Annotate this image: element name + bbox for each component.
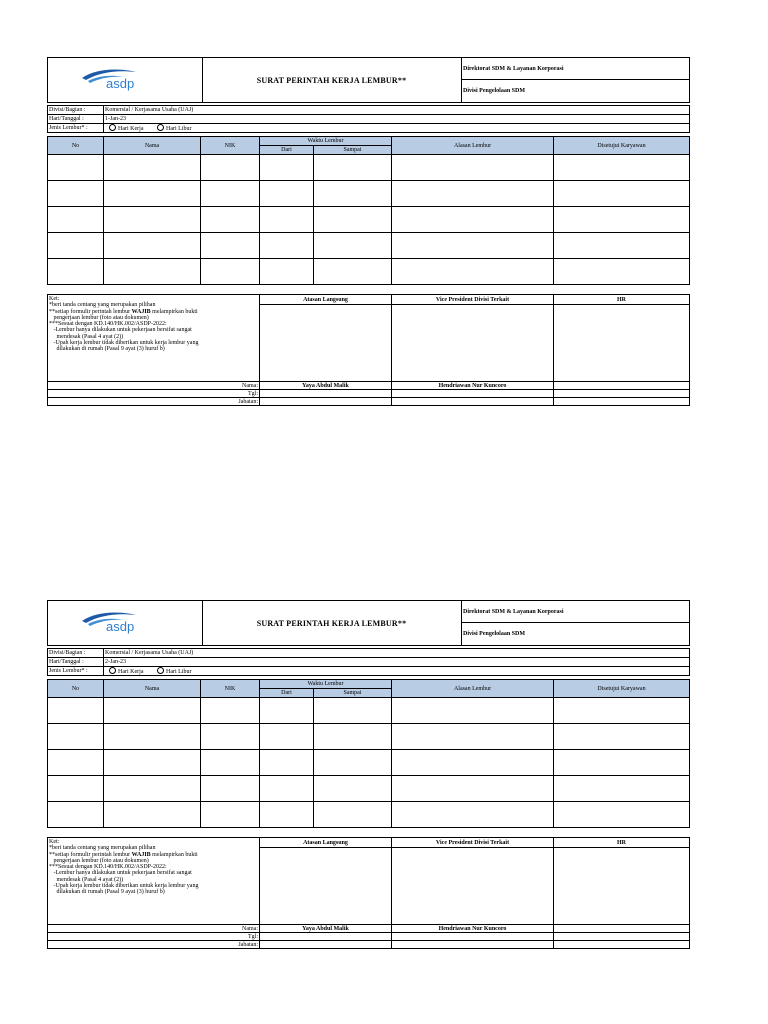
cell-dari[interactable] [260, 802, 314, 828]
tanggal-row [48, 115, 689, 124]
table-row [48, 207, 690, 233]
tanggal-value[interactable]: 1-Jan-23 [103, 115, 689, 123]
hari-libur-label: Hari Libur [166, 126, 192, 132]
cell-no[interactable] [48, 233, 104, 259]
cell-nama[interactable] [104, 233, 201, 259]
vp-name: Hendriawan Nur Kuncoro [392, 925, 554, 933]
note-line: -Lembur hanya dilakukan untuk pekerjaan bersifat sangat [49, 327, 192, 334]
note-line: mendesak (Pasal 4 ayat (2)) [49, 333, 124, 340]
jenis-label: Jenis Lembur* : [49, 668, 88, 674]
cell-no[interactable] [48, 259, 104, 285]
cell-alasan[interactable] [392, 181, 554, 207]
hr-name[interactable] [554, 382, 690, 390]
cell-alasan[interactable] [392, 802, 554, 828]
cell-sampai[interactable] [314, 207, 392, 233]
cell-nama[interactable] [104, 259, 201, 285]
table-row [48, 155, 690, 181]
divisi-label: Divisi/Bagian : [49, 650, 86, 656]
form-header [47, 600, 690, 646]
logo-text: asdp [106, 76, 135, 91]
cell-sampai[interactable] [314, 724, 392, 750]
hr-sign-area[interactable] [554, 848, 690, 925]
directorate-cell [461, 58, 689, 102]
hr-tgl[interactable] [554, 390, 690, 398]
cell-disetujui[interactable] [554, 776, 690, 802]
tanggal-label: Hari/Tanggal : [49, 116, 84, 122]
atasan-jabatan[interactable] [260, 941, 392, 949]
col-nik: NIK [201, 137, 260, 155]
note-line: ***Sesuai dengan KD.140/HK.002/ASDP-2022: [49, 321, 167, 328]
cell-nama[interactable] [104, 750, 201, 776]
cell-dari[interactable] [260, 750, 314, 776]
vp-header: Vice President Divisi Terkait [392, 838, 554, 848]
cell-sampai[interactable] [314, 259, 392, 285]
table-row [48, 698, 690, 724]
cell-disetujui[interactable] [554, 724, 690, 750]
note-line: *beri tanda centang yang merupakan pilihan [49, 302, 156, 309]
cell-nik[interactable] [201, 233, 260, 259]
vp-jabatan[interactable] [392, 941, 554, 949]
cell-nik[interactable] [201, 259, 260, 285]
tgl-label: Tgl: [48, 933, 260, 941]
table-row [48, 776, 690, 802]
nama-label: Nama: [48, 382, 260, 390]
cell-disetujui[interactable] [554, 155, 690, 181]
atasan-tgl[interactable] [260, 933, 392, 941]
cell-nama[interactable] [104, 181, 201, 207]
cell-disetujui[interactable] [554, 698, 690, 724]
note-line: *beri tanda centang yang merupakan pilihan [49, 845, 156, 852]
hr-header: HR [554, 838, 690, 848]
col-dari: Dari [260, 689, 314, 698]
cell-dari[interactable] [260, 776, 314, 802]
cell-nik[interactable] [201, 207, 260, 233]
hari-kerja-radio[interactable] [109, 667, 116, 674]
directorate-name: Direktorat SDM & Layanan Korporasi [461, 601, 689, 623]
cell-dari[interactable] [260, 698, 314, 724]
cell-disetujui[interactable] [554, 207, 690, 233]
col-disetujui: Disetujui Karyawan [554, 680, 690, 698]
table-row [48, 259, 690, 285]
cell-nama[interactable] [104, 698, 201, 724]
asdp-logo-icon [78, 609, 148, 637]
table-row [48, 750, 690, 776]
atasan-name: Yaya Abdul Malik [260, 382, 392, 390]
note-line: -Upah kerja lembur tidak diberikan untuk kerja lembur yang [49, 340, 199, 347]
form-header [47, 57, 690, 103]
vp-tgl[interactable] [392, 933, 554, 941]
cell-disetujui[interactable] [554, 181, 690, 207]
atasan-header: Atasan Langsung [260, 295, 392, 305]
cell-sampai[interactable] [314, 776, 392, 802]
atasan-tgl[interactable] [260, 390, 392, 398]
col-no: No [48, 137, 104, 155]
note-line: dilakukan di rumah (Pasal 9 ayat (3) huruf b) [49, 889, 165, 896]
info-section [47, 105, 690, 133]
cell-sampai[interactable] [314, 181, 392, 207]
cell-sampai[interactable] [314, 750, 392, 776]
atasan-header: Atasan Langsung [260, 838, 392, 848]
cell-disetujui[interactable] [554, 233, 690, 259]
divisi-row [48, 106, 689, 115]
notes-cell [48, 295, 260, 382]
overtime-table [47, 136, 690, 285]
vp-sign-area[interactable] [392, 848, 554, 925]
note-line: **setiap formulir perintah lembur WAJIB melampirkan bukti [49, 851, 198, 858]
directorate-cell [461, 601, 689, 645]
cell-sampai[interactable] [314, 233, 392, 259]
cell-alasan[interactable] [392, 750, 554, 776]
col-sampai: Sampai [314, 146, 392, 155]
jabatan-label: Jabatan: [48, 398, 260, 406]
jenis-label: Jenis Lembur* : [49, 125, 88, 131]
cell-alasan[interactable] [392, 155, 554, 181]
cell-no[interactable] [48, 181, 104, 207]
cell-disetujui[interactable] [554, 750, 690, 776]
cell-nama[interactable] [104, 776, 201, 802]
cell-nama[interactable] [104, 207, 201, 233]
division-name: Divisi Pengelolaan SDM [463, 88, 526, 94]
cell-sampai[interactable] [314, 802, 392, 828]
note-line: mendesak (Pasal 4 ayat (2)) [49, 876, 124, 883]
cell-no[interactable] [48, 698, 104, 724]
tgl-label: Tgl: [48, 390, 260, 398]
form-title: SURAT PERINTAH KERJA LEMBUR** [202, 58, 462, 102]
hari-libur-radio[interactable] [157, 124, 164, 131]
jenis-row [48, 667, 689, 675]
form-title: SURAT PERINTAH KERJA LEMBUR** [202, 601, 462, 645]
note-line: -Lembur hanya dilakukan untuk pekerjaan bersifat sangat [49, 870, 192, 877]
table-body [48, 698, 690, 828]
hari-kerja-radio[interactable] [109, 124, 116, 131]
col-nik: NIK [201, 680, 260, 698]
table-row [48, 802, 690, 828]
tanggal-label: Hari/Tanggal : [49, 659, 84, 665]
cell-dari[interactable] [260, 724, 314, 750]
vp-name: Hendriawan Nur Kuncoro [392, 382, 554, 390]
hari-kerja-label: Hari Kerja [118, 126, 144, 132]
cell-no[interactable] [48, 750, 104, 776]
cell-disetujui[interactable] [554, 259, 690, 285]
overtime-form [47, 600, 690, 949]
cell-nik[interactable] [201, 776, 260, 802]
cell-dari[interactable] [260, 259, 314, 285]
note-line: ***Sesuai dengan KD.140/HK.002/ASDP-2022: [49, 864, 167, 871]
hr-jabatan[interactable] [554, 941, 690, 949]
hr-tgl[interactable] [554, 933, 690, 941]
col-dari: Dari [260, 146, 314, 155]
table-row [48, 181, 690, 207]
atasan-jabatan[interactable] [260, 398, 392, 406]
divisi-value[interactable]: Komersial / Kerjasama Usaha (UAJ) [103, 649, 689, 657]
cell-dari[interactable] [260, 181, 314, 207]
col-waktu: Waktu Lembur [260, 137, 392, 146]
vp-tgl[interactable] [392, 390, 554, 398]
cell-nik[interactable] [201, 181, 260, 207]
cell-dari[interactable] [260, 207, 314, 233]
note-line: **setiap formulir perintah lembur WAJIB melampirkan bukti [49, 308, 198, 315]
col-nama: Nama [104, 137, 201, 155]
col-disetujui: Disetujui Karyawan [554, 137, 690, 155]
cell-nik[interactable] [201, 724, 260, 750]
signature-table [47, 837, 690, 949]
hr-name[interactable] [554, 925, 690, 933]
note-line: dilakukan di rumah (Pasal 9 ayat (3) huruf b) [49, 346, 165, 353]
divisi-row [48, 649, 689, 658]
vp-header: Vice President Divisi Terkait [392, 295, 554, 305]
cell-alasan[interactable] [392, 207, 554, 233]
hari-libur-radio[interactable] [157, 667, 164, 674]
signature-table [47, 294, 690, 406]
jenis-options [103, 667, 689, 676]
cell-no[interactable] [48, 776, 104, 802]
hr-jabatan[interactable] [554, 398, 690, 406]
vp-jabatan[interactable] [392, 398, 554, 406]
table-row [48, 724, 690, 750]
cell-no[interactable] [48, 155, 104, 181]
logo-text: asdp [106, 619, 135, 634]
jenis-options [103, 124, 689, 133]
cell-sampai[interactable] [314, 155, 392, 181]
tanggal-value[interactable]: 2-Jan-23 [103, 658, 689, 666]
hari-kerja-label: Hari Kerja [118, 669, 144, 675]
note-line: pengerjaan lembur (foto atau dokumen) [49, 314, 149, 321]
note-line: pengerjaan lembur (foto atau dokumen) [49, 857, 149, 864]
cell-dari[interactable] [260, 233, 314, 259]
hari-libur-label: Hari Libur [166, 669, 192, 675]
cell-nama[interactable] [104, 802, 201, 828]
cell-nik[interactable] [201, 155, 260, 181]
info-section [47, 648, 690, 676]
directorate-name: Direktorat SDM & Layanan Korporasi [461, 58, 689, 80]
note-line: Ket: [49, 839, 60, 845]
logo-cell [48, 58, 203, 102]
jabatan-label: Jabatan: [48, 941, 260, 949]
divisi-value[interactable]: Komersial / Kerjasama Usaha (UAJ) [103, 106, 689, 114]
cell-nama[interactable] [104, 155, 201, 181]
cell-no[interactable] [48, 207, 104, 233]
note-line: Ket: [49, 296, 60, 302]
vp-sign-area[interactable] [392, 305, 554, 382]
nama-label: Nama: [48, 925, 260, 933]
hr-header: HR [554, 295, 690, 305]
table-body [48, 155, 690, 285]
note-line: -Upah kerja lembur tidak diberikan untuk kerja lembur yang [49, 883, 199, 890]
cell-alasan[interactable] [392, 233, 554, 259]
divisi-label: Divisi/Bagian : [49, 107, 86, 113]
cell-nik[interactable] [201, 802, 260, 828]
cell-sampai[interactable] [314, 698, 392, 724]
logo-cell [48, 601, 203, 645]
col-nama: Nama [104, 680, 201, 698]
col-alasan: Alasan Lembur [392, 137, 554, 155]
overtime-form [47, 57, 690, 406]
table-row [48, 233, 690, 259]
col-waktu: Waktu Lembur [260, 680, 392, 689]
cell-no[interactable] [48, 724, 104, 750]
col-no: No [48, 680, 104, 698]
cell-alasan[interactable] [392, 698, 554, 724]
atasan-sign-area[interactable] [260, 848, 392, 925]
division-name: Divisi Pengelolaan SDM [463, 631, 526, 637]
cell-nama[interactable] [104, 724, 201, 750]
cell-alasan[interactable] [392, 776, 554, 802]
col-sampai: Sampai [314, 689, 392, 698]
tanggal-row [48, 658, 689, 667]
atasan-name: Yaya Abdul Malik [260, 925, 392, 933]
notes-cell [48, 838, 260, 925]
cell-disetujui[interactable] [554, 802, 690, 828]
cell-no[interactable] [48, 802, 104, 828]
overtime-table [47, 679, 690, 828]
cell-nik[interactable] [201, 750, 260, 776]
asdp-logo-icon [78, 66, 148, 94]
hr-sign-area[interactable] [554, 305, 690, 382]
cell-alasan[interactable] [392, 259, 554, 285]
atasan-sign-area[interactable] [260, 305, 392, 382]
jenis-row [48, 124, 689, 132]
col-alasan: Alasan Lembur [392, 680, 554, 698]
cell-alasan[interactable] [392, 724, 554, 750]
cell-dari[interactable] [260, 155, 314, 181]
cell-nik[interactable] [201, 698, 260, 724]
